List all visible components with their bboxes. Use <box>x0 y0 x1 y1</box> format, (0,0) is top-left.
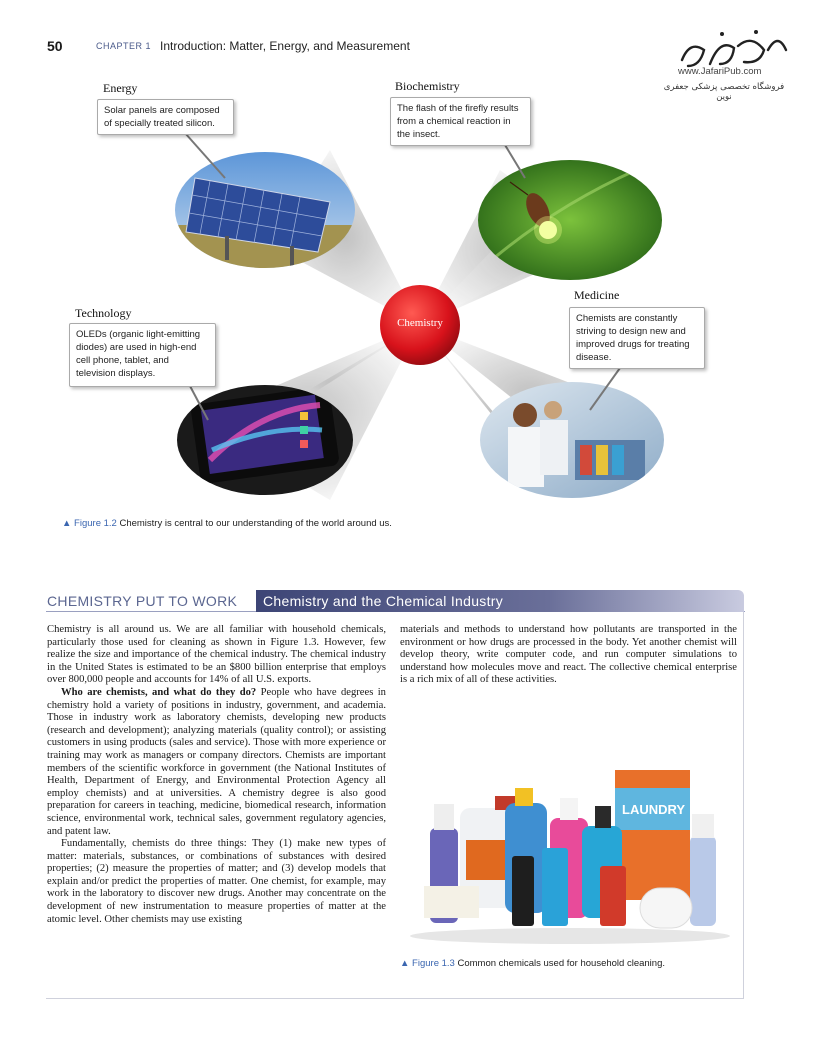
technology-title: Technology <box>75 306 132 320</box>
figure-1-2-text: Chemistry is central to our understanding of the world around us. <box>119 518 392 529</box>
feature-title: Chemistry and the Chemical Industry <box>263 593 504 609</box>
feature-column-left <box>47 624 386 926</box>
watermark-persian-text: فروشگاه تخصصی پزشکی جعفری نوین <box>663 82 785 102</box>
figure-1-2-label: Figure 1.2 <box>74 518 117 529</box>
figure-1-2-caption <box>62 518 392 529</box>
paragraph-1: Chemistry is all around us. We are all familiar with household chemicals, particularly those used for cleaning as shown in Figure 1.3. However, few realize the size and importance of the chemical industry. The chemical industry in the United States is estimated to be an $800 billion enterprise that employs over 800,000 people and accounts for 14% of all U.S. exports. <box>47 624 386 686</box>
chapter-label: CHAPTER 1 <box>96 41 152 51</box>
technology-callout: OLEDs (organic light-emitting diodes) are used in high-end cell phone, tablet, and television displays. <box>69 323 216 387</box>
caption-triangle-icon: ▲ <box>62 518 72 529</box>
paragraph-2-lead: Who are chemists, and what do they do? <box>61 686 257 698</box>
caption-triangle-icon: ▲ <box>400 958 410 969</box>
paragraph-4: materials and methods to understand how pollutants are transported in the environment or how drugs are processed in the body. Yet another chemist will develop theory, write computer code, and run computer simulations to understand how molecules move and react. The collective chemical enterprise is a rich mix of all of these activities. <box>400 624 737 686</box>
chemistry-center-label: Chemistry <box>397 317 443 329</box>
feature-section-label: CHEMISTRY PUT TO WORK <box>47 593 238 609</box>
figure-1-3-caption <box>400 958 665 969</box>
energy-title: Energy <box>103 81 138 95</box>
household-cleaners-photo <box>400 748 737 950</box>
biochemistry-callout: The flash of the firefly results from a chemical reaction in the insect. <box>390 97 531 146</box>
figure-1-3-label: Figure 1.3 <box>412 958 455 969</box>
watermark-url: www.JafariPub.com <box>678 66 762 77</box>
laundry-box-text: LAUNDRY <box>622 802 686 817</box>
paragraph-3: Fundamentally, chemists do three things: They (1) make new types of matter: materials, substances, or combinations of substances with desired properties; (2) measure the properties of matter; and (3) develop models that explain and/or predict the properties of matter. One chemist, for example, may work in the laboratory to discover new drugs. Another may concentrate on the development of new instrumentation to measure properties of matter at the atomic level. Other chemists may use existing <box>47 838 386 925</box>
lab-photo <box>475 380 675 500</box>
feature-column-right <box>400 624 737 687</box>
chapter-title: Introduction: Matter, Energy, and Measurement <box>160 39 410 53</box>
medicine-title: Medicine <box>574 288 620 302</box>
figure-1-3-text: Common chemicals used for household cleaning. <box>457 958 665 969</box>
paragraph-2 <box>47 687 386 838</box>
paragraph-2-body: People who have degrees in chemistry hold a variety of positions in industry, government, and academia. Those in industry work as laboratory chemists, developing new products (research and development); analyzing materials (quality control); or assisting customers in using products (sales and service). Those with more experience or training may work as managers or company directors. Chemists are important members of the scientific workforce in government (the National Institutes of Health, Department of Energy, and Environmental Protection Agency all employ chemists) and at universities. A chemistry degree is also good preparation for careers in teaching, medicine, biomedical research, information science, environmental work, technical sales, government regulatory agencies, and patent law. <box>47 686 386 837</box>
energy-callout: Solar panels are composed of specially treated silicon. <box>97 99 234 135</box>
medicine-callout: Chemists are constantly striving to design new and improved drugs for treating disease. <box>569 307 705 369</box>
page-number: 50 <box>47 38 63 54</box>
biochemistry-title: Biochemistry <box>395 79 460 93</box>
